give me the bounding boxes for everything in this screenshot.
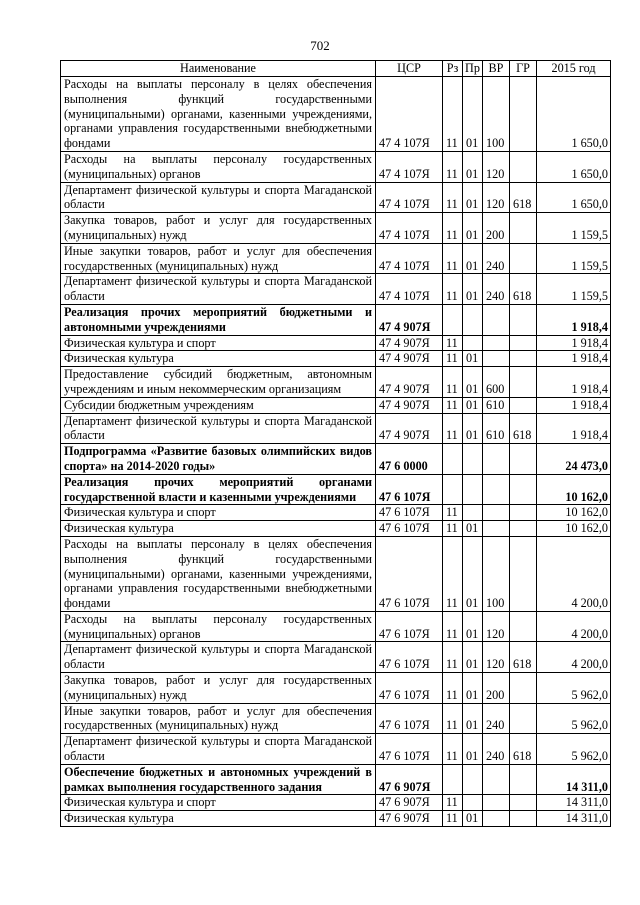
row-name: Иные закупки товаров, работ и услуг для обеспечения государственных (муниципальных) нужд (61, 703, 376, 734)
row-gr (510, 474, 537, 505)
row-amount: 14 311,0 (537, 811, 611, 827)
table-row (61, 536, 611, 611)
row-csr: 47 4 107Я (376, 182, 443, 213)
table-row (61, 444, 611, 475)
row-vr (483, 811, 510, 827)
table-row (61, 243, 611, 274)
row-pr: 01 (463, 213, 483, 244)
row-vr: 240 (483, 274, 510, 305)
row-pr: 01 (463, 811, 483, 827)
row-rz: 11 (443, 274, 463, 305)
row-pr: 01 (463, 673, 483, 704)
row-rz: 11 (443, 413, 463, 444)
row-vr (483, 521, 510, 537)
row-rz (443, 304, 463, 335)
row-rz: 11 (443, 182, 463, 213)
row-name: Закупка товаров, работ и услуг для государственных (муниципальных) нужд (61, 673, 376, 704)
row-vr: 100 (483, 77, 510, 152)
row-gr (510, 611, 537, 642)
row-name: Физическая культура (61, 811, 376, 827)
row-csr: 47 6 907Я (376, 811, 443, 827)
row-gr (510, 521, 537, 537)
row-rz: 11 (443, 734, 463, 765)
row-name: Департамент физической культуры и спорта Магаданской области (61, 642, 376, 673)
row-amount: 1 650,0 (537, 151, 611, 182)
table-row (61, 367, 611, 398)
header-gr: ГР (510, 61, 537, 77)
row-pr (463, 764, 483, 795)
row-csr: 47 4 107Я (376, 77, 443, 152)
row-gr: 618 (510, 734, 537, 765)
row-rz: 11 (443, 213, 463, 244)
row-vr: 120 (483, 642, 510, 673)
row-amount: 5 962,0 (537, 734, 611, 765)
row-csr: 47 4 107Я (376, 274, 443, 305)
table-header-row (61, 61, 611, 77)
row-csr: 47 6 107Я (376, 734, 443, 765)
row-gr: 618 (510, 182, 537, 213)
row-vr: 120 (483, 611, 510, 642)
row-name: Физическая культура (61, 521, 376, 537)
row-vr: 200 (483, 213, 510, 244)
row-vr: 240 (483, 703, 510, 734)
row-pr: 01 (463, 536, 483, 611)
row-amount: 4 200,0 (537, 536, 611, 611)
table-row (61, 213, 611, 244)
row-pr (463, 474, 483, 505)
row-pr: 01 (463, 642, 483, 673)
row-name: Расходы на выплаты персоналу государственных (муниципальных) органов (61, 151, 376, 182)
row-gr (510, 151, 537, 182)
row-gr (510, 304, 537, 335)
table-row (61, 673, 611, 704)
row-pr: 01 (463, 367, 483, 398)
table-row (61, 274, 611, 305)
row-name: Физическая культура (61, 351, 376, 367)
row-amount: 14 311,0 (537, 764, 611, 795)
row-amount: 1 918,4 (537, 397, 611, 413)
row-amount: 1 918,4 (537, 335, 611, 351)
row-csr: 47 4 907Я (376, 397, 443, 413)
row-amount: 4 200,0 (537, 642, 611, 673)
row-gr (510, 764, 537, 795)
row-pr (463, 795, 483, 811)
row-rz: 11 (443, 521, 463, 537)
row-amount: 1 918,4 (537, 367, 611, 398)
row-amount: 5 962,0 (537, 703, 611, 734)
row-rz: 11 (443, 367, 463, 398)
row-csr: 47 4 107Я (376, 243, 443, 274)
row-name: Департамент физической культуры и спорта Магаданской области (61, 274, 376, 305)
header-vr: ВР (483, 61, 510, 77)
row-vr: 200 (483, 673, 510, 704)
table-row (61, 764, 611, 795)
row-vr (483, 795, 510, 811)
row-amount: 1 918,4 (537, 413, 611, 444)
row-pr: 01 (463, 734, 483, 765)
row-rz (443, 474, 463, 505)
row-amount: 1 159,5 (537, 274, 611, 305)
row-rz: 11 (443, 397, 463, 413)
row-name: Физическая культура и спорт (61, 505, 376, 521)
table-row (61, 413, 611, 444)
row-csr: 47 4 907Я (376, 335, 443, 351)
row-name: Департамент физической культуры и спорта Магаданской области (61, 182, 376, 213)
row-csr: 47 4 907Я (376, 351, 443, 367)
row-amount: 1 159,5 (537, 243, 611, 274)
row-rz: 11 (443, 151, 463, 182)
row-gr (510, 536, 537, 611)
row-name: Иные закупки товаров, работ и услуг для обеспечения государственных (муниципальных) нужд (61, 243, 376, 274)
row-amount: 10 162,0 (537, 505, 611, 521)
table-row (61, 474, 611, 505)
budget-table (60, 60, 611, 827)
row-vr (483, 304, 510, 335)
table-row (61, 397, 611, 413)
row-name: Реализация прочих мероприятий бюджетными и автономными учреждениями (61, 304, 376, 335)
row-gr: 618 (510, 642, 537, 673)
row-pr: 01 (463, 151, 483, 182)
row-rz: 11 (443, 811, 463, 827)
row-csr: 47 6 107Я (376, 642, 443, 673)
row-csr: 47 4 107Я (376, 151, 443, 182)
row-csr: 47 6 907Я (376, 764, 443, 795)
row-name: Субсидии бюджетным учреждениям (61, 397, 376, 413)
row-rz: 11 (443, 505, 463, 521)
row-amount: 14 311,0 (537, 795, 611, 811)
header-year: 2015 год (537, 61, 611, 77)
table-row (61, 642, 611, 673)
row-csr: 47 6 107Я (376, 703, 443, 734)
row-rz: 11 (443, 703, 463, 734)
row-rz: 11 (443, 642, 463, 673)
row-name: Предоставление субсидий бюджетным, автономным учреждениям и иным некоммерческим организациям (61, 367, 376, 398)
table-row (61, 335, 611, 351)
row-rz: 11 (443, 243, 463, 274)
table-row (61, 811, 611, 827)
row-csr: 47 6 107Я (376, 505, 443, 521)
row-pr: 01 (463, 351, 483, 367)
row-amount: 1 159,5 (537, 213, 611, 244)
row-pr (463, 304, 483, 335)
row-gr (510, 811, 537, 827)
row-csr: 47 4 907Я (376, 413, 443, 444)
row-rz: 11 (443, 611, 463, 642)
row-name: Физическая культура и спорт (61, 335, 376, 351)
row-gr (510, 505, 537, 521)
row-vr: 610 (483, 397, 510, 413)
row-csr: 47 4 907Я (376, 367, 443, 398)
row-csr: 47 6 907Я (376, 795, 443, 811)
row-vr: 240 (483, 243, 510, 274)
row-gr (510, 673, 537, 704)
row-csr: 47 4 907Я (376, 304, 443, 335)
row-rz: 11 (443, 335, 463, 351)
row-csr: 47 6 0000 (376, 444, 443, 475)
row-vr (483, 351, 510, 367)
row-csr: 47 4 107Я (376, 213, 443, 244)
table-row (61, 151, 611, 182)
row-name: Обеспечение бюджетных и автономных учреждений в рамках выполнения государственного задания (61, 764, 376, 795)
table-row (61, 182, 611, 213)
row-pr: 01 (463, 521, 483, 537)
table-row (61, 304, 611, 335)
row-pr (463, 444, 483, 475)
row-amount: 1 650,0 (537, 182, 611, 213)
row-rz: 11 (443, 795, 463, 811)
table-row (61, 521, 611, 537)
row-amount: 5 962,0 (537, 673, 611, 704)
row-gr: 618 (510, 274, 537, 305)
row-rz: 11 (443, 673, 463, 704)
row-pr: 01 (463, 611, 483, 642)
row-csr: 47 6 107Я (376, 611, 443, 642)
row-csr: 47 6 107Я (376, 474, 443, 505)
header-pr: Пр (463, 61, 483, 77)
row-gr (510, 795, 537, 811)
header-name: Наименование (61, 61, 376, 77)
table-row (61, 505, 611, 521)
row-vr (483, 335, 510, 351)
row-name: Подпрограмма «Развитие базовых олимпийских видов спорта» на 2014-2020 годы» (61, 444, 376, 475)
row-vr: 120 (483, 182, 510, 213)
row-pr: 01 (463, 397, 483, 413)
row-vr: 240 (483, 734, 510, 765)
table-body (61, 77, 611, 827)
row-csr: 47 6 107Я (376, 673, 443, 704)
row-rz: 11 (443, 77, 463, 152)
table-row (61, 611, 611, 642)
row-pr: 01 (463, 77, 483, 152)
row-csr: 47 6 107Я (376, 521, 443, 537)
row-pr: 01 (463, 274, 483, 305)
table-row (61, 351, 611, 367)
row-gr: 618 (510, 413, 537, 444)
row-gr (510, 444, 537, 475)
row-name: Департамент физической культуры и спорта Магаданской области (61, 413, 376, 444)
row-amount: 4 200,0 (537, 611, 611, 642)
row-amount: 1 650,0 (537, 77, 611, 152)
row-vr (483, 505, 510, 521)
page-number: 702 (310, 38, 330, 53)
row-rz: 11 (443, 536, 463, 611)
row-name: Департамент физической культуры и спорта Магаданской области (61, 734, 376, 765)
row-pr: 01 (463, 182, 483, 213)
row-amount: 24 473,0 (537, 444, 611, 475)
table-row (61, 795, 611, 811)
row-gr (510, 213, 537, 244)
row-gr (510, 397, 537, 413)
row-vr: 600 (483, 367, 510, 398)
row-gr (510, 243, 537, 274)
row-vr: 120 (483, 151, 510, 182)
row-pr: 01 (463, 703, 483, 734)
row-rz (443, 444, 463, 475)
row-name: Физическая культура и спорт (61, 795, 376, 811)
row-name: Расходы на выплаты персоналу в целях обеспечения выполнения функций государственными (муниципальными) органами, казенными учреждениями, органами управления государственными внебюджетными фондами (61, 77, 376, 152)
header-rz: Рз (443, 61, 463, 77)
row-pr (463, 505, 483, 521)
header-csr: ЦСР (376, 61, 443, 77)
row-amount: 1 918,4 (537, 304, 611, 335)
table-row (61, 77, 611, 152)
row-name: Реализация прочих мероприятий органами государственной власти и казенными учреждениями (61, 474, 376, 505)
row-name: Расходы на выплаты персоналу в целях обеспечения выполнения функций государственными (муниципальными) органами, казенными учреждениями, органами управления государственными внебюджетными фондами (61, 536, 376, 611)
table-row (61, 734, 611, 765)
row-amount: 1 918,4 (537, 351, 611, 367)
row-gr (510, 335, 537, 351)
row-vr: 610 (483, 413, 510, 444)
row-pr (463, 335, 483, 351)
row-csr: 47 6 107Я (376, 536, 443, 611)
row-gr (510, 77, 537, 152)
row-name: Расходы на выплаты персоналу государственных (муниципальных) органов (61, 611, 376, 642)
row-gr (510, 351, 537, 367)
row-gr (510, 703, 537, 734)
row-rz (443, 764, 463, 795)
row-pr: 01 (463, 413, 483, 444)
row-vr (483, 474, 510, 505)
row-vr: 100 (483, 536, 510, 611)
row-amount: 10 162,0 (537, 474, 611, 505)
row-vr (483, 444, 510, 475)
row-name: Закупка товаров, работ и услуг для государственных (муниципальных) нужд (61, 213, 376, 244)
row-pr: 01 (463, 243, 483, 274)
table-row (61, 703, 611, 734)
row-amount: 10 162,0 (537, 521, 611, 537)
row-vr (483, 764, 510, 795)
row-gr (510, 367, 537, 398)
row-rz: 11 (443, 351, 463, 367)
